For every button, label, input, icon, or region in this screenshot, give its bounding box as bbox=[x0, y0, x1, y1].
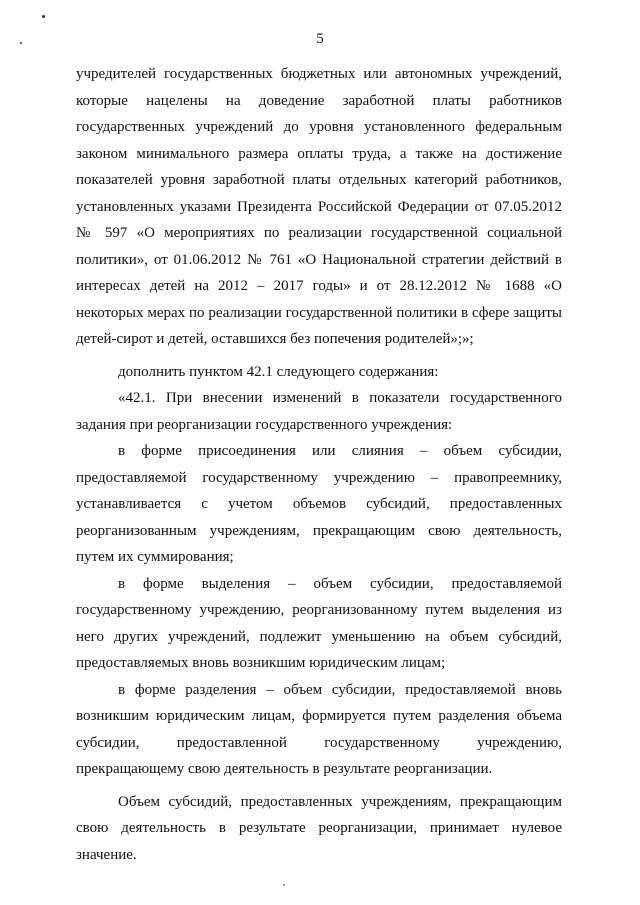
page-number: 5 bbox=[316, 31, 324, 47]
scan-speck bbox=[42, 15, 45, 18]
paragraph-division: в форме разделения – объем субсидии, предоставляемой вновь возникшим юридическим лицам, формируется путем разделения объема субсидии, предоставленной государственному учреждению, прекращающему свою деятельность в результате реорганизации. bbox=[76, 681, 562, 777]
document-body bbox=[76, 61, 562, 868]
paragraph-merger: в форме присоединения или слияния – объем субсидии, предоставляемой государственному учреждению – правопреемнику, устанавливается с учетом объемов субсидий, предоставленных реорганизованным учреждениям, прекращающим свою деятельность, путем их суммирования; bbox=[76, 443, 562, 565]
scan-speck bbox=[283, 884, 285, 886]
paragraph-amendment-intro: дополнить пунктом 42.1 следующего содержания: bbox=[118, 363, 439, 380]
paragraph-continuation: учредителей государственных бюджетных или автономных учреждений, которые нацелены на доведение заработной платы работников государственных учреждений до уровня установленного федеральным законом минимального размера оплаты труда, а также на достижение показателей уровня заработной платы отдельных категорий работников, установленных указами Президента Российской Федерации от 07.05.2012 № 597 «О мероприятиях по реализации государственной социальной политики», от 01.06.2012 № 761 «О Национальной стратегии действий в интересах детей на 2012 – 2017 годы» и от 28.12.2012 № 1688 «О некоторых мерах по реализации государственной политики в сфере защиты детей-сирот и детей, оставшихся без попечения родителей»;»; bbox=[76, 66, 562, 347]
paragraph-clause-42-1: «42.1. При внесении изменений в показатели государственного задания при реорганизации государственного учреждения: bbox=[76, 390, 562, 433]
paragraph-spin-off: в форме выделения – объем субсидии, предоставляемой государственному учреждению, реорганизованному путем выделения из него других учреждений, подлежит уменьшению на объем субсидий, предоставляемых вновь возникшим юридическим лицам; bbox=[76, 575, 562, 671]
paragraph-zero-value: Объем субсидий, предоставленных учреждениям, прекращающим свою деятельность в результате реорганизации, принимает нулевое значение. bbox=[76, 793, 562, 863]
